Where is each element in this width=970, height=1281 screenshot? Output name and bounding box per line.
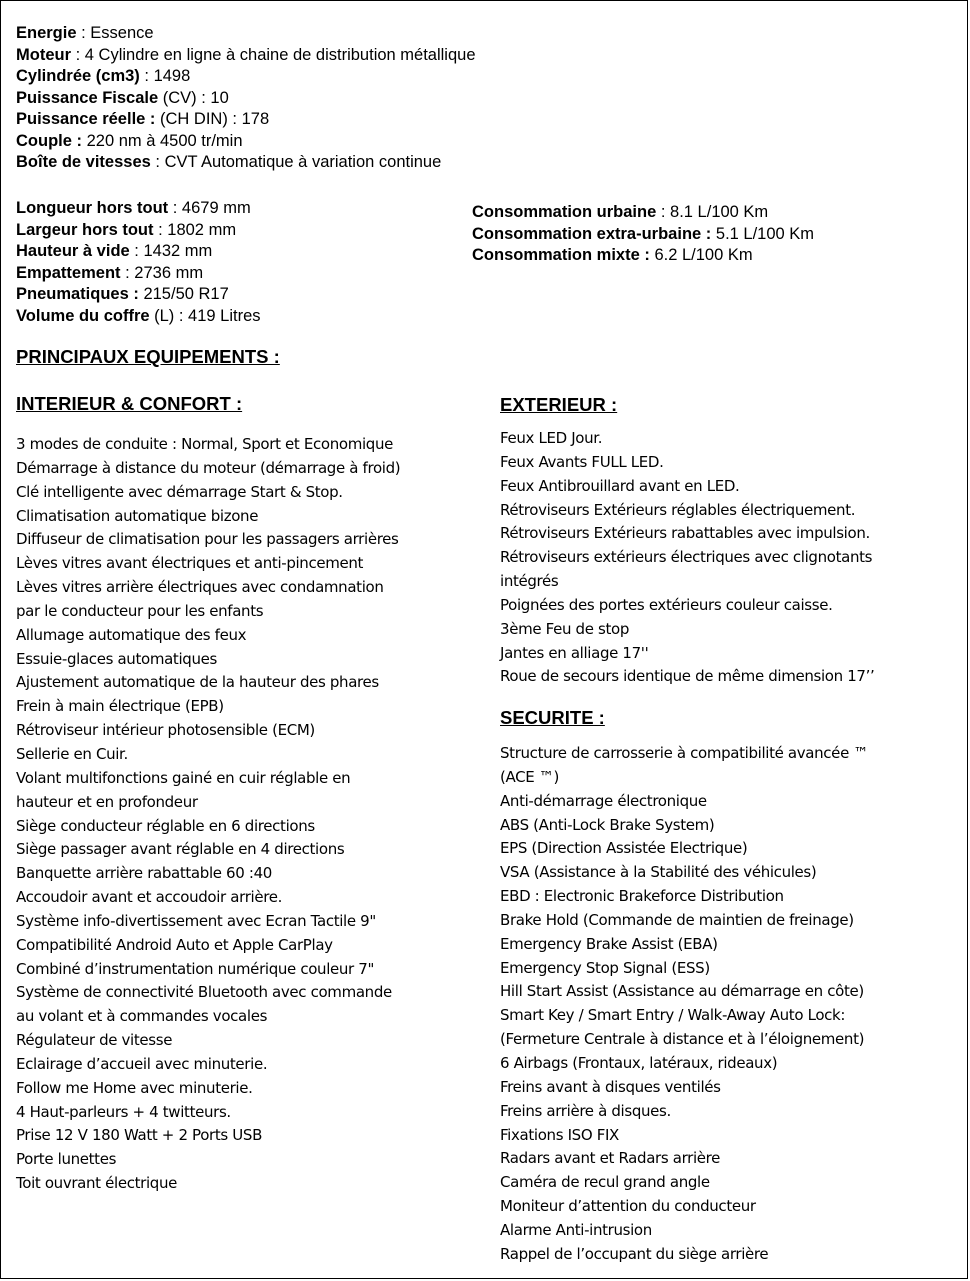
equipment-item: Follow me Home avec minuterie. — [16, 1078, 253, 1097]
equipment-item: Système info-divertissement avec Ecran Tactile 9" — [16, 911, 376, 930]
equipment-item: VSA (Assistance à la Stabilité des véhicules) — [500, 863, 817, 882]
spec-value: 8.1 L/100 Km — [670, 203, 769, 221]
spec-separator: : — [150, 153, 165, 171]
spec-line — [16, 306, 261, 328]
spec-separator: : — [129, 242, 144, 260]
spec-value: 220 nm à 4500 tr/min — [86, 131, 243, 150]
equipment-item: Prise 12 V 180 Watt + 2 Ports USB — [16, 1126, 263, 1145]
equipment-item: Feux LED Jour. — [500, 429, 603, 447]
spec-line — [16, 284, 261, 306]
spec-value: (L) : 419 Litres — [154, 306, 261, 325]
equipment-item: Lèves vitres arrière électriques avec condamnation — [16, 578, 384, 597]
spec-line — [16, 23, 476, 45]
spec-line — [472, 245, 814, 267]
equipment-item: 3 modes de conduite : Normal, Sport et Economique — [16, 435, 393, 453]
equipment-item: Freins arrière à disques. — [500, 1101, 671, 1120]
spec-separator: : — [153, 220, 168, 239]
engine-specs — [16, 23, 476, 174]
spec-separator: : — [120, 263, 135, 282]
equipment-item: Combiné d’instrumentation numérique couleur 7" — [16, 959, 375, 978]
spec-line — [16, 109, 476, 131]
equipment-item: Feux Avants FULL LED. — [500, 452, 664, 471]
equipment-item: Emergency Brake Assist (EBA) — [500, 934, 718, 953]
spec-value: Essence — [90, 24, 154, 42]
spec-value: 4 Cylindre en ligne à chaine de distribution métallique — [84, 45, 476, 64]
spec-label: Consommation mixte : — [472, 246, 650, 264]
equipment-item: Moniteur d’attention du conducteur — [500, 1197, 756, 1216]
equipment-item: Smart Key / Smart Entry / Walk-Away Auto Lock: — [500, 1006, 846, 1025]
equipment-item: Anti-démarrage électronique — [500, 791, 707, 810]
spec-value: (CH DIN) : 178 — [160, 110, 270, 128]
equipment-item: Système de connectivité Bluetooth avec commande — [16, 983, 392, 1002]
equipment-item: (Fermeture Centrale à distance et à l’éloignement) — [500, 1030, 865, 1049]
equipment-item: Brake Hold (Commande de maintien de freinage) — [500, 910, 854, 929]
spec-separator: : — [139, 67, 154, 85]
spec-line — [16, 241, 261, 263]
equipment-item: Rétroviseurs Extérieurs réglables électriquement. — [500, 500, 856, 519]
equipment-item: Radars avant et Radars arrière — [500, 1149, 721, 1168]
spec-label: Energie — [16, 24, 77, 42]
spec-separator: : — [168, 199, 182, 217]
interior-equipment-list — [16, 433, 400, 1196]
equipment-item: Frein à main électrique (EPB) — [16, 697, 224, 716]
spec-value: 5.1 L/100 Km — [715, 224, 815, 243]
equipment-item: Rappel de l’occupant du siège arrière — [500, 1244, 769, 1263]
equipment-item: ABS (Anti-Lock Brake System) — [500, 815, 715, 834]
spec-line — [472, 202, 814, 224]
spec-line — [16, 263, 261, 285]
equipment-item: Roue de secours identique de même dimension 17’’ — [500, 667, 875, 686]
spec-value: 4679 mm — [181, 199, 251, 217]
equipment-item: Rétroviseur intérieur photosensible (ECM) — [16, 721, 315, 740]
equipment-item: Essuie-glaces automatiques — [16, 649, 217, 668]
spec-value: CVT Automatique à variation continue — [164, 153, 442, 171]
equipment-item: Structure de carrosserie à compatibilité avancée ™ — [500, 744, 869, 762]
spec-label: Puissance Fiscale — [16, 88, 159, 107]
equipment-item: hauteur et en profondeur — [16, 792, 198, 811]
equipment-item: Siège conducteur réglable en 6 directions — [16, 816, 315, 835]
equipment-item: intégrés — [500, 572, 559, 591]
spec-line — [472, 224, 814, 246]
equipment-item: EBD : Electronic Brakeforce Distribution — [500, 887, 784, 906]
spec-label: Puissance réelle : — [16, 110, 156, 128]
equipment-item: Diffuseur de climatisation pour les passagers arrières — [16, 530, 399, 549]
equipment-item: Freins avant à disques ventilés — [500, 1077, 721, 1096]
dimension-specs — [16, 198, 261, 327]
equipment-item: par le conducteur pour les enfants — [16, 601, 264, 620]
equipment-item: Ajustement automatique de la hauteur des phares — [16, 673, 379, 692]
consumption-specs — [472, 202, 814, 267]
main-equipment-heading: PRINCIPAUX EQUIPEMENTS : — [16, 346, 280, 367]
spec-label: Volume du coffre — [16, 306, 150, 325]
spec-line — [16, 66, 476, 88]
spec-value: 215/50 R17 — [143, 285, 229, 303]
equipment-item: EPS (Direction Assistée Electrique) — [500, 839, 748, 858]
equipment-item: Toit ouvrant électrique — [16, 1174, 177, 1193]
spec-separator: : — [656, 203, 671, 221]
equipment-item: Volant multifonctions gainé en cuir réglable en — [16, 768, 351, 787]
equipment-item: (ACE ™) — [500, 767, 559, 786]
equipment-item: Rétroviseurs extérieurs électriques avec clignotants — [500, 548, 873, 567]
spec-label: Couple : — [16, 131, 82, 150]
spec-label: Largeur hors tout — [16, 220, 154, 239]
spec-value: 6.2 L/100 Km — [654, 246, 753, 264]
equipment-item: Fixations ISO FIX — [500, 1125, 619, 1144]
spec-label: Hauteur à vide — [16, 242, 130, 260]
equipment-item: 4 Haut-parleurs + 4 twitteurs. — [16, 1102, 231, 1121]
equipment-item: Alarme Anti-intrusion — [500, 1220, 652, 1239]
spec-line — [16, 45, 476, 67]
equipment-item: Emergency Stop Signal (ESS) — [500, 958, 710, 977]
spec-line — [16, 220, 261, 242]
spec-label: Empattement — [16, 263, 121, 282]
equipment-item: 6 Airbags (Frontaux, latéraux, rideaux) — [500, 1053, 778, 1072]
equipment-item: au volant et à commandes vocales — [16, 1007, 268, 1026]
spec-separator: : — [71, 45, 85, 64]
equipment-item: Compatibilité Android Auto et Apple CarPlay — [16, 935, 333, 954]
safety-equipment-list — [500, 742, 868, 1267]
interior-comfort-heading: INTERIEUR & CONFORT : — [16, 393, 243, 414]
spec-line — [16, 88, 476, 110]
equipment-item: Démarrage à distance du moteur (démarrage à froid) — [16, 458, 401, 477]
equipment-item: Banquette arrière rabattable 60 :40 — [16, 864, 272, 883]
spec-value: (CV) : 10 — [162, 88, 229, 107]
equipment-item: Caméra de recul grand angle — [500, 1173, 710, 1192]
spec-value: 1802 mm — [167, 220, 237, 239]
equipment-item: Climatisation automatique bizone — [16, 506, 259, 525]
equipment-item: Sellerie en Cuir. — [16, 744, 128, 763]
equipment-item: Clé intelligente avec démarrage Start & Stop. — [16, 482, 343, 501]
equipment-item: Feux Antibrouillard avant en LED. — [500, 476, 740, 495]
equipment-item: Accoudoir avant et accoudoir arrière. — [16, 888, 282, 907]
spec-label: Boîte de vitesses — [16, 153, 151, 171]
equipment-item: 3ème Feu de stop — [500, 619, 630, 638]
equipment-item: Porte lunettes — [16, 1150, 117, 1169]
spec-label: Pneumatiques : — [16, 285, 139, 303]
spec-line — [16, 198, 261, 220]
spec-value: 1498 — [153, 67, 191, 85]
spec-line — [16, 131, 476, 153]
safety-heading: SECURITE : — [500, 707, 605, 728]
spec-value: 2736 mm — [134, 263, 204, 282]
spec-line — [16, 152, 476, 174]
equipment-item: Siège passager avant réglable en 4 directions — [16, 840, 345, 859]
equipment-item: Lèves vitres avant électriques et anti-pincement — [16, 554, 364, 573]
spec-label: Longueur hors tout — [16, 199, 169, 217]
equipment-item: Jantes en alliage 17'' — [500, 643, 649, 662]
spec-value: 1432 mm — [143, 242, 213, 260]
equipment-item: Régulateur de vitesse — [16, 1031, 173, 1050]
spec-separator: : — [76, 24, 91, 42]
exterior-heading: EXTERIEUR : — [500, 394, 618, 415]
spec-label: Consommation urbaine — [472, 203, 657, 221]
spec-label: Cylindrée (cm3) — [16, 67, 140, 85]
equipment-item: Rétroviseurs Extérieurs rabattables avec impulsion. — [500, 524, 870, 543]
spec-label: Consommation extra-urbaine : — [472, 224, 712, 243]
equipment-item: Poignées des portes extérieurs couleur caisse. — [500, 595, 833, 614]
equipment-item: Allumage automatique des feux — [16, 625, 247, 644]
spec-label: Moteur — [16, 45, 71, 64]
equipment-item: Hill Start Assist (Assistance au démarrage en côte) — [500, 982, 864, 1001]
equipment-item: Eclairage d’accueil avec minuterie. — [16, 1054, 268, 1073]
exterior-equipment-list — [500, 427, 874, 689]
